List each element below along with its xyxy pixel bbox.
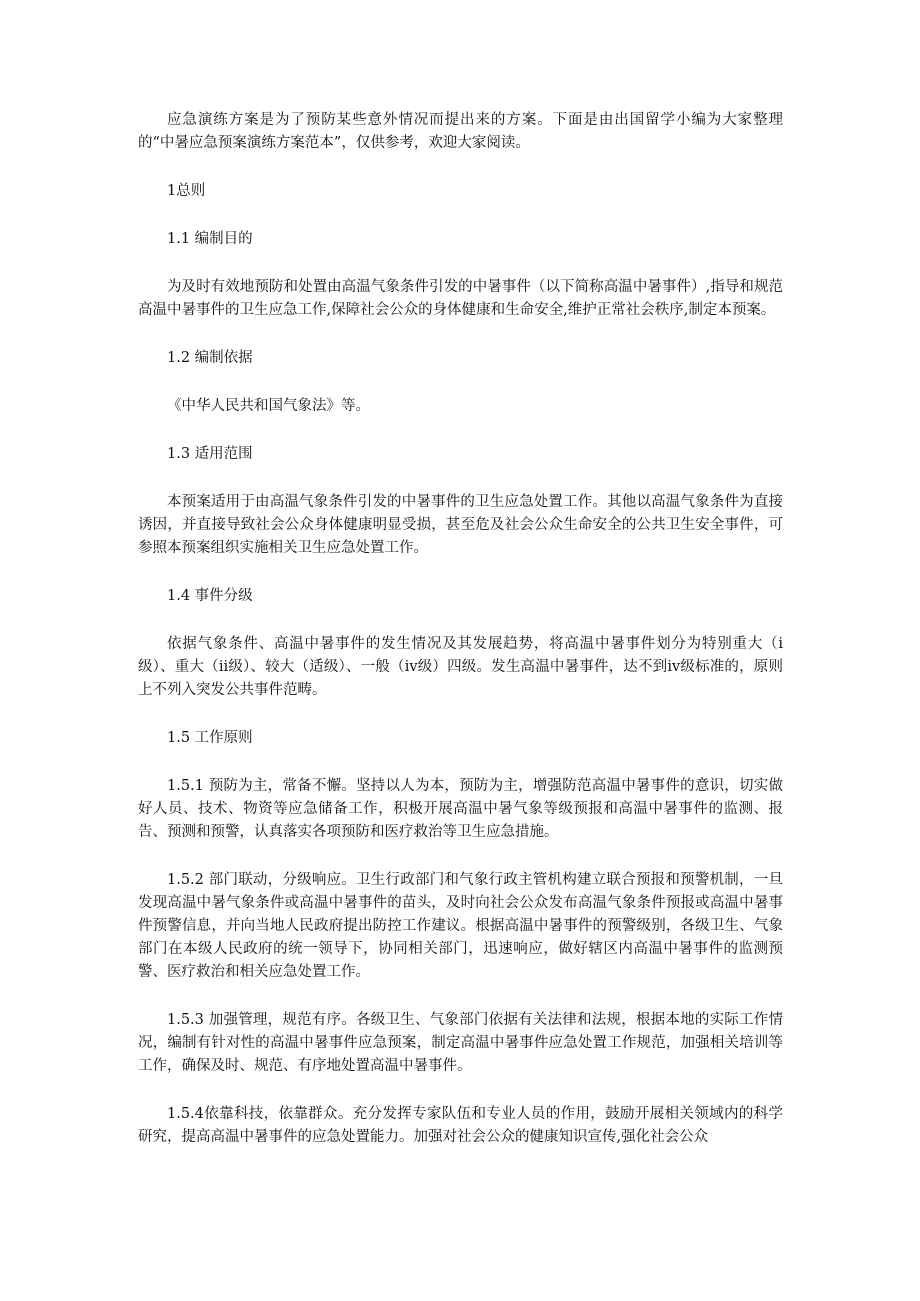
paragraph-1-1: 为及时有效地预防和处置由高温气象条件引发的中暑事件（以下简称高温中暑事件）,指导和规范高温中暑事件的卫生应急工作,保障社会公众的身体健康和生命安全,维护正常社会秩序,制定本预案。 bbox=[138, 279, 783, 318]
paragraph-1-5-4: 1.5.4依靠科技，依靠群众。充分发挥专家队伍和专业人员的作用，鼓励开展相关领域内的科学研究，提高高温中暑事件的应急处置能力。加强对社会公众的健康知识宣传,强化社会公众 bbox=[138, 1106, 783, 1145]
paragraph-1-3: 本预案适用于由高温气象条件引发的中暑事件的卫生应急处置工作。其他以高温气象条件为直接诱因，并直接导致社会公众身体健康明显受损，甚至危及社会公众生命安全的公共卫生安全事件，可参照本预案组织实施相关卫生应急处置工作。 bbox=[138, 494, 783, 556]
section-heading-1-2: 1.2 编制依据 bbox=[167, 350, 253, 366]
paragraph-1-4: 依据气象条件、高温中暑事件的发生情况及其发展趋势，将高温中暑事件划分为特别重大（ⅰ级）、重大（ⅱ级）、较大（适级）、一般（ⅳ级）四级。发生高温中暑事件，达不到ⅳ级标准的，原则上不列入突发公共事件范畴。 bbox=[138, 636, 783, 698]
paragraph-1-5-2: 1.5.2 部门联动，分级响应。卫生行政部门和气象行政主管机构建立联合预报和预警机制，一旦发现高温中暑气象条件或高温中暑事件的苗头，及时向社会公众发布高温气象条件预报或高温中暑事件预警信息，并向当地人民政府提出防控工作建议。根据高温中暑事件的预警级别，各级卫生、气象部门在本级人民政府的统一领导下，协同相关部门，迅速响应，做好辖区内高温中暑事件的监测预警、医疗救治和相关应急处置工作。 bbox=[138, 872, 783, 980]
paragraph-1-5-3: 1.5.3 加强管理，规范有序。各级卫生、气象部门依据有关法律和法规，根据本地的实际工作情况，编制有针对性的高温中暑事件应急预案，制定高温中暑事件应急处置工作规范，加强相关培训等工作，确保及时、规范、有序地处置高温中暑事件。 bbox=[138, 1012, 783, 1074]
section-heading-1-5: 1.5 工作原则 bbox=[167, 730, 253, 746]
document-body bbox=[138, 109, 783, 1149]
intro-paragraph: 应急演练方案是为了预防某些意外情况而提出来的方案。下面是由出国留学小编为大家整理的“中暑应急预案演练方案范本”，仅供参考，欢迎大家阅读。 bbox=[138, 112, 783, 151]
paragraph-1-5-1: 1.5.1 预防为主，常备不懈。坚持以人为本，预防为主，增强防范高温中暑事件的意识，切实做好人员、技术、物资等应急储备工作，积极开展高温中暑气象等级预报和高温中暑事件的监测、报告、预测和预警，认真落实各项预防和医疗救治等卫生应急措施。 bbox=[138, 778, 783, 840]
section-heading-1: 1总则 bbox=[167, 183, 206, 199]
section-heading-1-1: 1.1 编制目的 bbox=[167, 231, 253, 247]
paragraph-1-2: 《中华人民共和国气象法》等。 bbox=[167, 398, 370, 414]
section-heading-1-4: 1.4 事件分级 bbox=[167, 588, 253, 604]
section-heading-1-3: 1.3 适用范围 bbox=[167, 446, 253, 462]
